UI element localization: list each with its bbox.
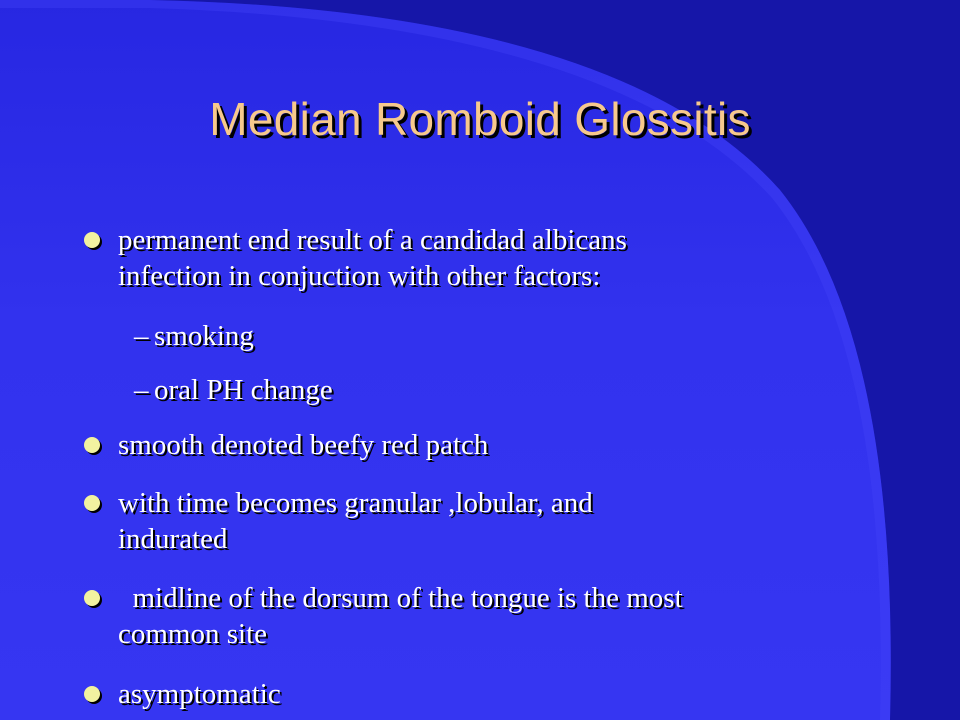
- bullet-item: [118, 580, 878, 652]
- bullet-line: asymptomatic: [118, 678, 281, 710]
- bullet-line: with time becomes granular ,lobular, and: [118, 487, 593, 519]
- bullet-dot-icon: [84, 686, 100, 702]
- bullet-line: smooth denoted beefy red patch: [118, 429, 489, 461]
- bullet-item: [118, 485, 878, 557]
- dash-icon: –: [134, 320, 149, 352]
- sub-bullet-text: oral PH change: [154, 374, 333, 406]
- bullet-dot-icon: [84, 437, 100, 453]
- bullet-line: common site: [118, 618, 268, 650]
- bullet-item: [118, 676, 878, 712]
- bullet-dot-icon: [84, 495, 100, 511]
- bullet-item: [118, 222, 878, 294]
- bullet-line: indurated: [118, 523, 228, 555]
- sub-bullet-item: [134, 318, 854, 354]
- sub-bullet-text: smoking: [154, 320, 254, 352]
- bullet-line: permanent end result of a candidad albicans: [118, 224, 627, 256]
- bullet-item: [118, 427, 878, 463]
- bullet-line: infection in conjuction with other factors:: [118, 260, 601, 292]
- bullet-dot-icon: [84, 590, 100, 606]
- bullet-line: midline of the dorsum of the tongue is the most: [118, 582, 683, 614]
- slide-title: Median Romboid Glossitis: [209, 93, 751, 145]
- sub-bullet-item: [134, 372, 854, 408]
- bullet-dot-icon: [84, 232, 100, 248]
- dash-icon: –: [134, 374, 149, 406]
